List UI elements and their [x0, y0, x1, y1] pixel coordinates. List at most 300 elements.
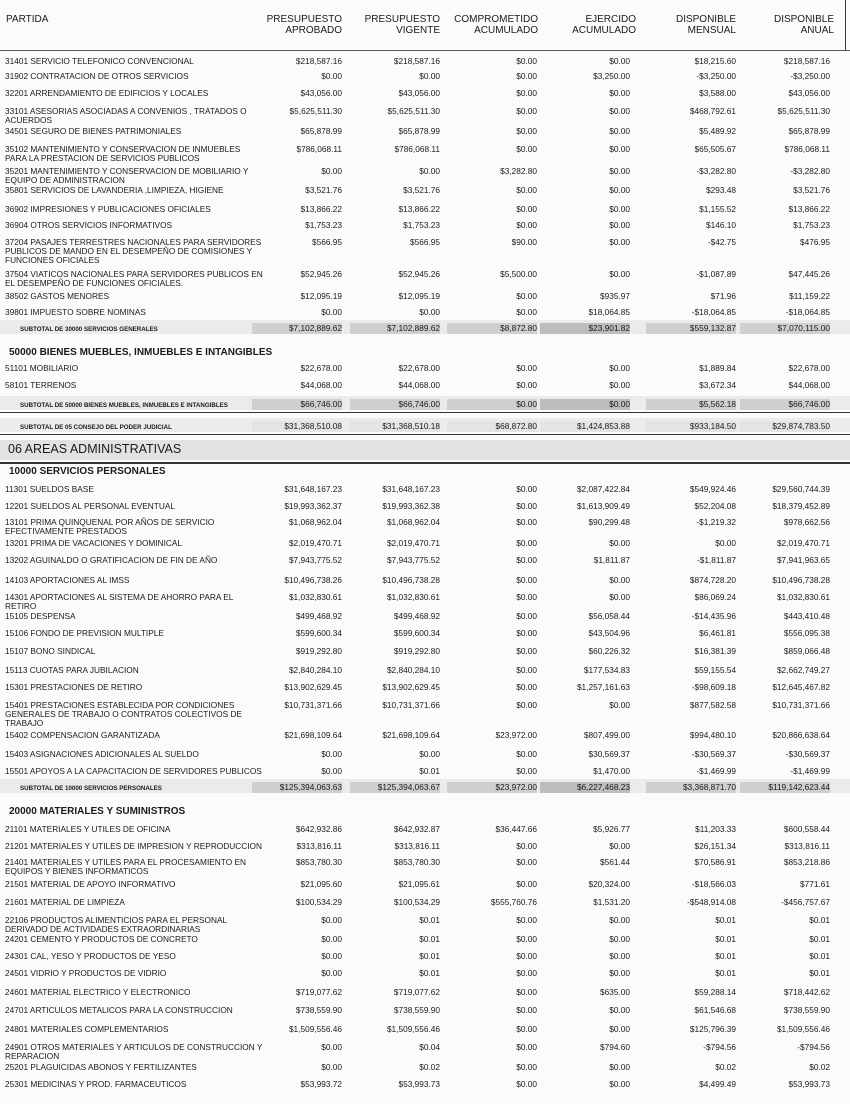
presupuesto-vigente-cell: $100,534.29 — [393, 897, 440, 907]
comprometido-acumulado-cell: $0.00 — [516, 665, 537, 675]
ejercido-acumulado-cell: $0.00 — [609, 166, 630, 176]
partida-label: 15403 ASIGNACIONES ADICIONALES AL SUELDO — [5, 749, 199, 759]
ejercido-acumulado-cell: $0.00 — [609, 1005, 630, 1015]
presupuesto-aprobado-cell: $3,521.76 — [305, 185, 342, 195]
presupuesto-vigente-cell: $2,019,470.71 — [386, 538, 440, 548]
comprometido-acumulado-cell: $0.00 — [516, 879, 537, 889]
header-ejercido-acumulado: EJERCIDO ACUMULADO — [572, 14, 636, 36]
disponible-mensual-cell: $0.01 — [715, 951, 736, 961]
area-separator — [0, 462, 850, 464]
disponible-mensual-cell: $65,505.67 — [694, 144, 736, 154]
comprometido-acumulado-cell: $0.00 — [516, 220, 537, 230]
partida-label: 37504 VIATICOS NACIONALES PARA SERVIDORES PUBLICOS EN EL DESEMPEÑO DE FUNCIONES OFICIALES. — [5, 269, 263, 288]
presupuesto-aprobado-cell: $1,509,556.46 — [288, 1024, 342, 1034]
disponible-mensual-cell: $61,546.68 — [694, 1005, 736, 1015]
disponible-mensual-cell: $59,155.54 — [694, 665, 736, 675]
disponible-mensual-cell: $1,155.52 — [699, 204, 736, 214]
comprometido-acumulado-cell: $0.00 — [516, 700, 537, 710]
comprometido-acumulado-cell: $0.00 — [516, 749, 537, 759]
presupuesto-aprobado-cell: $642,932.86 — [295, 824, 342, 834]
disponible-mensual-cell: $994,480.10 — [689, 730, 736, 740]
disponible-mensual-cell: $468,792.61 — [689, 106, 736, 116]
disponible-anual-cell: $7,941,963.65 — [776, 555, 830, 565]
presupuesto-vigente-cell: $0.01 — [419, 915, 440, 925]
ejercido-acumulado-cell: $0.00 — [609, 575, 630, 585]
presupuesto-vigente-cell: $65,878.99 — [398, 126, 440, 136]
presupuesto-vigente-cell: $786,068.11 — [394, 144, 440, 154]
presupuesto-vigente-cell: $313,816.11 — [394, 841, 440, 851]
presupuesto-aprobado-cell: $12,095.19 — [300, 291, 342, 301]
section-separator — [0, 434, 850, 435]
section-heading: 50000 BIENES MUEBLES, INMUEBLES E INTANGIBLES — [9, 347, 273, 358]
comprometido-acumulado-cell: $3,282.80 — [500, 166, 537, 176]
disponible-anual-cell: $18,379,452.89 — [772, 501, 830, 511]
disponible-anual-cell: $853,218.86 — [783, 857, 830, 867]
comprometido-acumulado-cell: $68,872.80 — [447, 421, 537, 432]
comprometido-acumulado-cell: $0.00 — [516, 517, 537, 527]
comprometido-acumulado-cell: $0.00 — [516, 628, 537, 638]
partida-label: 24901 OTROS MATERIALES Y ARTICULOS DE CONSTRUCCION Y REPARACION — [5, 1042, 263, 1061]
comprometido-acumulado-cell: $0.00 — [516, 934, 537, 944]
disponible-mensual-cell: $18,215.60 — [694, 56, 736, 66]
ejercido-acumulado-cell: $5,926.77 — [593, 824, 630, 834]
presupuesto-aprobado-cell: $0.00 — [321, 71, 342, 81]
comprometido-acumulado-cell: $0.00 — [516, 484, 537, 494]
comprometido-acumulado-cell: $8,872.80 — [447, 323, 537, 334]
ejercido-acumulado-cell: $60,226.32 — [588, 646, 630, 656]
header-disponible-anual: DISPONIBLE ANUAL — [773, 14, 834, 36]
ejercido-acumulado-cell: $18,064.85 — [588, 307, 630, 317]
presupuesto-aprobado-cell: $5,625,511.30 — [289, 106, 342, 116]
presupuesto-vigente-cell: $599,600.34 — [393, 628, 440, 638]
disponible-mensual-cell: $0.02 — [715, 1062, 736, 1072]
disponible-mensual-cell: $549,924.46 — [689, 484, 736, 494]
disponible-mensual-cell: -$30,569.37 — [691, 749, 736, 759]
disponible-anual-cell: -$30,569.37 — [785, 749, 830, 759]
comprometido-acumulado-cell: $0.00 — [447, 399, 537, 410]
presupuesto-vigente-cell: $0.00 — [419, 71, 440, 81]
presupuesto-vigente-cell: $10,496,738.28 — [382, 575, 440, 585]
partida-label: 15301 PRESTACIONES DE RETIRO — [5, 682, 143, 692]
disponible-mensual-cell: $26,151.34 — [694, 841, 736, 851]
disponible-anual-cell: $22,678.00 — [788, 363, 830, 373]
disponible-anual-cell: $600,558.44 — [783, 824, 830, 834]
disponible-mensual-cell: $86,069.24 — [694, 592, 736, 602]
comprometido-acumulado-cell: $0.00 — [516, 88, 537, 98]
disponible-anual-cell: -$794.56 — [797, 1042, 830, 1052]
partida-label: 24301 CAL, YESO Y PRODUCTOS DE YESO — [5, 951, 176, 961]
presupuesto-aprobado-cell: $1,753.23 — [305, 220, 342, 230]
disponible-mensual-cell: -$3,282.80 — [696, 166, 736, 176]
disponible-mensual-cell: $559,132.87 — [646, 323, 736, 334]
presupuesto-vigente-cell: $1,032,830.61 — [386, 592, 440, 602]
partida-label: 31902 CONTRATACION DE OTROS SERVICIOS — [5, 71, 189, 81]
disponible-mensual-cell: $874,728.20 — [689, 575, 736, 585]
partida-label: 39801 IMPUESTO SOBRE NOMINAS — [5, 307, 146, 317]
disponible-mensual-cell: -$1,087.89 — [696, 269, 736, 279]
partida-label: SUBTOTAL DE 30000 SERVICIOS GENERALES — [20, 326, 158, 333]
partida-label: 24201 CEMENTO Y PRODUCTOS DE CONCRETO — [5, 934, 198, 944]
disponible-anual-cell: -$3,282.80 — [790, 166, 830, 176]
presupuesto-aprobado-cell: $218,587.16 — [295, 56, 342, 66]
presupuesto-vigente-cell: $44,068.00 — [398, 380, 440, 390]
disponible-anual-cell: $0.02 — [809, 1062, 830, 1072]
header-presupuesto-aprobado: PRESUPUESTO APROBADO — [266, 14, 342, 36]
presupuesto-aprobado-cell: $566.95 — [312, 237, 342, 247]
presupuesto-aprobado-cell: $44,068.00 — [300, 380, 342, 390]
disponible-mensual-cell: -$794.56 — [703, 1042, 736, 1052]
disponible-mensual-cell: $877,582.58 — [689, 700, 736, 710]
disponible-mensual-cell: -$548,914.08 — [687, 897, 736, 907]
presupuesto-aprobado-cell: $0.00 — [321, 1062, 342, 1072]
presupuesto-aprobado-cell: $919,292.80 — [295, 646, 342, 656]
presupuesto-vigente-cell: $1,509,556.46 — [386, 1024, 440, 1034]
ejercido-acumulado-cell: $2,087,422.84 — [576, 484, 630, 494]
comprometido-acumulado-cell: $0.00 — [516, 380, 537, 390]
presupuesto-aprobado-cell: $21,095.60 — [300, 879, 342, 889]
comprometido-acumulado-cell: $23,972.00 — [495, 730, 537, 740]
presupuesto-aprobado-cell: $10,731,371.66 — [284, 700, 342, 710]
presupuesto-vigente-cell: $43,056.00 — [398, 88, 440, 98]
ejercido-acumulado-cell: $90,299.48 — [588, 517, 630, 527]
comprometido-acumulado-cell: $36,447.66 — [495, 824, 537, 834]
disponible-anual-cell: $10,496,738.28 — [772, 575, 830, 585]
presupuesto-vigente-cell: $53,993.73 — [398, 1079, 440, 1089]
presupuesto-aprobado-cell: $22,678.00 — [300, 363, 342, 373]
partida-label: 51101 MOBILIARIO — [5, 363, 79, 373]
section-heading: 20000 MATERIALES Y SUMINISTROS — [9, 806, 186, 817]
presupuesto-vigente-cell: $31,648,167.23 — [382, 484, 440, 494]
comprometido-acumulado-cell: $0.00 — [516, 555, 537, 565]
ejercido-acumulado-cell: $1,470.00 — [593, 766, 630, 776]
disponible-mensual-cell: -$18,566.03 — [691, 879, 736, 889]
presupuesto-vigente-cell: $19,993,362.38 — [382, 501, 440, 511]
comprometido-acumulado-cell: $0.00 — [516, 1024, 537, 1034]
partida-label: 21101 MATERIALES Y UTILES DE OFICINA — [5, 824, 171, 834]
partida-label: 15113 CUOTAS PARA JUBILACION — [5, 665, 139, 675]
comprometido-acumulado-cell: $0.00 — [516, 144, 537, 154]
area-heading: 06 AREAS ADMINISTRATIVAS — [8, 442, 182, 456]
presupuesto-aprobado-cell: $7,943,775.52 — [288, 555, 342, 565]
partida-label: 15107 BONO SINDICAL — [5, 646, 96, 656]
comprometido-acumulado-cell: $0.00 — [516, 841, 537, 851]
partida-label: 13202 AGUINALDO O GRATIFICACION DE FIN DE AÑO — [5, 555, 218, 565]
presupuesto-vigente-cell: $0.01 — [419, 934, 440, 944]
presupuesto-vigente-cell: $0.00 — [419, 307, 440, 317]
presupuesto-aprobado-cell: $100,534.29 — [295, 897, 342, 907]
presupuesto-vigente-cell: $66,746.00 — [350, 399, 440, 410]
disponible-mensual-cell: -$3,250.00 — [696, 71, 736, 81]
presupuesto-aprobado-cell: $0.00 — [321, 749, 342, 759]
comprometido-acumulado-cell: $0.00 — [516, 538, 537, 548]
disponible-anual-cell: $20,866,638.64 — [772, 730, 830, 740]
partida-label: 38502 GASTOS MENORES — [5, 291, 110, 301]
partida-label: SUBTOTAL DE 05 CONSEJO DEL PODER JUDICIAL — [20, 424, 172, 431]
disponible-anual-cell: $11,159.22 — [789, 291, 830, 301]
presupuesto-aprobado-cell: $66,746.00 — [252, 399, 342, 410]
presupuesto-aprobado-cell: $13,902,629.45 — [284, 682, 342, 692]
comprometido-acumulado-cell: $0.00 — [516, 204, 537, 214]
presupuesto-aprobado-cell: $10,496,738.26 — [284, 575, 342, 585]
disponible-anual-cell: $1,509,556.46 — [776, 1024, 830, 1034]
presupuesto-aprobado-cell: $853,780.30 — [295, 857, 342, 867]
presupuesto-vigente-cell: $12,095.19 — [398, 291, 440, 301]
comprometido-acumulado-cell: $23,972.00 — [447, 782, 537, 793]
disponible-anual-cell: $859,066.48 — [783, 646, 830, 656]
disponible-anual-cell: $53,993.73 — [788, 1079, 830, 1089]
disponible-anual-cell: $29,560,744.39 — [772, 484, 830, 494]
disponible-anual-cell: -$1,469.99 — [790, 766, 830, 776]
presupuesto-vigente-cell: $0.01 — [419, 766, 440, 776]
comprometido-acumulado-cell: $0.00 — [516, 987, 537, 997]
presupuesto-aprobado-cell: $2,840,284.10 — [288, 665, 342, 675]
disponible-anual-cell: $218,587.16 — [783, 56, 830, 66]
ejercido-acumulado-cell: $0.00 — [609, 106, 630, 116]
ejercido-acumulado-cell: $0.00 — [609, 841, 630, 851]
comprometido-acumulado-cell: $0.00 — [516, 1079, 537, 1089]
partida-label: SUBTOTAL DE 10000 SERVICIOS PERSONALES — [20, 785, 162, 792]
presupuesto-aprobado-cell: $7,102,889.62 — [252, 323, 342, 334]
ejercido-acumulado-cell: $20,324.00 — [588, 879, 630, 889]
ejercido-acumulado-cell: $0.00 — [609, 951, 630, 961]
disponible-mensual-cell: $6,461.81 — [699, 628, 736, 638]
presupuesto-vigente-cell: $10,731,371.66 — [382, 700, 440, 710]
presupuesto-aprobado-cell: $53,993.72 — [300, 1079, 342, 1089]
ejercido-acumulado-cell: $0.00 — [609, 363, 630, 373]
presupuesto-vigente-cell: $642,932.87 — [393, 824, 440, 834]
partida-label: 36902 IMPRESIONES Y PUBLICACIONES OFICIALES — [5, 204, 211, 214]
disponible-mensual-cell: $5,489.92 — [699, 126, 736, 136]
comprometido-acumulado-cell: $0.00 — [516, 857, 537, 867]
presupuesto-aprobado-cell: $499,468.92 — [295, 611, 342, 621]
ejercido-acumulado-cell: $56,058.44 — [588, 611, 630, 621]
partida-label: 58101 TERRENOS — [5, 380, 77, 390]
header-presupuesto-vigente: PRESUPUESTO VIGENTE — [364, 14, 440, 36]
header-right-border — [845, 0, 846, 50]
partida-label: 24701 ARTICULOS METALICOS PARA LA CONSTRUCCION — [5, 1005, 233, 1015]
ejercido-acumulado-cell: $0.00 — [609, 56, 630, 66]
presupuesto-vigente-cell: $499,468.92 — [393, 611, 440, 621]
comprometido-acumulado-cell: $0.00 — [516, 291, 537, 301]
partida-label: 24601 MATERIAL ELECTRICO Y ELECTRONICO — [5, 987, 191, 997]
disponible-mensual-cell: $0.01 — [715, 968, 736, 978]
partida-label: SUBTOTAL DE 50000 BIENES MUEBLES, INMUEBLES E INTANGIBLES — [20, 402, 228, 409]
partida-label: 15402 COMPENSACION GARANTIZADA — [5, 730, 160, 740]
presupuesto-vigente-cell: $21,095.61 — [398, 879, 440, 889]
disponible-anual-cell: $2,019,470.71 — [776, 538, 830, 548]
presupuesto-vigente-cell: $218,587.16 — [393, 56, 440, 66]
ejercido-acumulado-cell: $1,531.20 — [593, 897, 630, 907]
disponible-anual-cell: $65,878.99 — [788, 126, 830, 136]
disponible-mensual-cell: $293.48 — [706, 185, 736, 195]
comprometido-acumulado-cell: $0.00 — [516, 951, 537, 961]
disponible-anual-cell: $12,645,467.82 — [772, 682, 830, 692]
presupuesto-aprobado-cell: $738,559.90 — [295, 1005, 342, 1015]
comprometido-acumulado-cell: $0.00 — [516, 307, 537, 317]
comprometido-acumulado-cell: $0.00 — [516, 1042, 537, 1052]
disponible-anual-cell: $43,056.00 — [788, 88, 830, 98]
comprometido-acumulado-cell: $0.00 — [516, 363, 537, 373]
comprometido-acumulado-cell: $0.00 — [516, 501, 537, 511]
presupuesto-vigente-cell: $853,780.30 — [393, 857, 440, 867]
presupuesto-aprobado-cell: $0.00 — [321, 968, 342, 978]
ejercido-acumulado-cell: $177,534.83 — [583, 665, 630, 675]
disponible-mensual-cell: $933,184.50 — [646, 421, 736, 432]
presupuesto-vigente-cell: $0.04 — [419, 1042, 440, 1052]
partida-label: 21201 MATERIALES Y UTILES DE IMPRESION Y REPRODUCCION — [5, 841, 262, 851]
comprometido-acumulado-cell: $0.00 — [516, 968, 537, 978]
comprometido-acumulado-cell: $5,500.00 — [500, 269, 537, 279]
comprometido-acumulado-cell: $0.00 — [516, 71, 537, 81]
comprometido-acumulado-cell: $0.00 — [516, 592, 537, 602]
disponible-anual-cell: -$18,064.85 — [785, 307, 830, 317]
header-partida: PARTIDA — [6, 14, 49, 25]
comprometido-acumulado-cell: $0.00 — [516, 611, 537, 621]
presupuesto-aprobado-cell: $52,945.26 — [300, 269, 342, 279]
partida-label: 31401 SERVICIO TELEFONICO CONVENCIONAL — [5, 56, 194, 66]
presupuesto-aprobado-cell: $0.00 — [321, 951, 342, 961]
section-separator — [0, 412, 850, 413]
presupuesto-vigente-cell: $7,102,889.62 — [350, 323, 440, 334]
presupuesto-vigente-cell: $0.00 — [419, 749, 440, 759]
ejercido-acumulado-cell: $635.00 — [600, 987, 630, 997]
disponible-anual-cell: $0.01 — [809, 951, 830, 961]
disponible-anual-cell: $476.95 — [800, 237, 830, 247]
presupuesto-vigente-cell: $125,394,063.67 — [350, 782, 440, 793]
presupuesto-aprobado-cell: $0.00 — [321, 1042, 342, 1052]
table-header — [0, 0, 850, 51]
ejercido-acumulado-cell: $0.00 — [609, 700, 630, 710]
presupuesto-vigente-cell: $13,866.22 — [398, 204, 440, 214]
presupuesto-aprobado-cell: $13,866.22 — [300, 204, 342, 214]
partida-label: 14301 APORTACIONES AL SISTEMA DE AHORRO PARA EL RETIRO — [5, 592, 234, 611]
ejercido-acumulado-cell: $0.00 — [609, 592, 630, 602]
presupuesto-aprobado-cell: $1,068,962.04 — [288, 517, 342, 527]
disponible-anual-cell: $66,746.00 — [740, 399, 830, 410]
partida-label: 15106 FONDO DE PREVISION MULTIPLE — [5, 628, 164, 638]
presupuesto-aprobado-cell: $1,032,830.61 — [288, 592, 342, 602]
comprometido-acumulado-cell: $0.00 — [516, 126, 537, 136]
disponible-mensual-cell: -$42.75 — [707, 237, 736, 247]
disponible-anual-cell: $1,032,830.61 — [776, 592, 830, 602]
presupuesto-aprobado-cell: $31,368,510.08 — [252, 421, 342, 432]
presupuesto-aprobado-cell: $0.00 — [321, 934, 342, 944]
disponible-mensual-cell: -$1,219.32 — [696, 517, 736, 527]
comprometido-acumulado-cell: $0.00 — [516, 56, 537, 66]
presupuesto-aprobado-cell: $0.00 — [321, 766, 342, 776]
presupuesto-aprobado-cell: $786,068.11 — [296, 144, 342, 154]
presupuesto-aprobado-cell: $65,878.99 — [300, 126, 342, 136]
disponible-anual-cell: $313,816.11 — [784, 841, 830, 851]
disponible-anual-cell: $5,625,511.30 — [777, 106, 830, 116]
disponible-anual-cell: $0.01 — [809, 968, 830, 978]
ejercido-acumulado-cell: $0.00 — [609, 538, 630, 548]
disponible-mensual-cell: -$18,064.85 — [691, 307, 736, 317]
partida-label: 14103 APORTACIONES AL IMSS — [5, 575, 130, 585]
disponible-anual-cell: $786,068.11 — [784, 144, 830, 154]
partida-label: 25201 PLAGUICIDAS ABONOS Y FERTILIZANTES — [5, 1062, 197, 1072]
ejercido-acumulado-cell: $794.60 — [600, 1042, 630, 1052]
disponible-anual-cell: $443,410.48 — [783, 611, 830, 621]
presupuesto-vigente-cell: $919,292.80 — [393, 646, 440, 656]
partida-label: 12201 SUELDOS AL PERSONAL EVENTUAL — [5, 501, 176, 511]
partida-label: 35102 MANTENIMIENTO Y CONSERVACION DE INMUEBLES PARA LA PRESTACION DE SERVICIOS PUBLICOS — [5, 144, 241, 163]
disponible-mensual-cell: $59,288.14 — [694, 987, 736, 997]
ejercido-acumulado-cell: $1,811.87 — [593, 555, 630, 565]
comprometido-acumulado-cell: $0.00 — [516, 185, 537, 195]
presupuesto-aprobado-cell: $21,698,109.64 — [284, 730, 342, 740]
ejercido-acumulado-cell: $0.00 — [609, 915, 630, 925]
ejercido-acumulado-cell: $3,250.00 — [593, 71, 630, 81]
presupuesto-aprobado-cell: $313,816.11 — [296, 841, 342, 851]
presupuesto-vigente-cell: $13,902,629.45 — [382, 682, 440, 692]
ejercido-acumulado-cell: $6,227,468.23 — [540, 782, 630, 793]
presupuesto-vigente-cell: $5,625,511.30 — [387, 106, 440, 116]
ejercido-acumulado-cell: $30,569.37 — [588, 749, 630, 759]
presupuesto-vigente-cell: $738,559.90 — [393, 1005, 440, 1015]
partida-label: 33101 ASESORIAS ASOCIADAS A CONVENIOS , TRATADOS O ACUERDOS — [5, 106, 247, 125]
partida-label: 32201 ARRENDAMIENTO DE EDIFICIOS Y LOCALES — [5, 88, 209, 98]
disponible-mensual-cell: $4,499.49 — [699, 1079, 736, 1089]
partida-label: 15501 APOYOS A LA CAPACITACION DE SERVIDORES PUBLICOS — [5, 766, 262, 776]
disponible-mensual-cell: $3,368,871.70 — [646, 782, 736, 793]
presupuesto-vigente-cell: $2,840,284.10 — [386, 665, 440, 675]
partida-label: 21601 MATERIAL DE LIMPIEZA — [5, 897, 125, 907]
disponible-mensual-cell: $0.01 — [715, 915, 736, 925]
ejercido-acumulado-cell: $0.00 — [609, 380, 630, 390]
presupuesto-aprobado-cell: $125,394,063.63 — [252, 782, 342, 793]
comprometido-acumulado-cell: $0.00 — [516, 106, 537, 116]
presupuesto-aprobado-cell: $599,600.34 — [295, 628, 342, 638]
disponible-mensual-cell: $3,672.34 — [699, 380, 736, 390]
presupuesto-aprobado-cell: $0.00 — [321, 307, 342, 317]
presupuesto-aprobado-cell: $2,019,470.71 — [288, 538, 342, 548]
disponible-anual-cell: -$456,757.67 — [781, 897, 830, 907]
comprometido-acumulado-cell: $555,760.76 — [490, 897, 537, 907]
comprometido-acumulado-cell: $0.00 — [516, 1062, 537, 1072]
disponible-mensual-cell: $1,889.84 — [699, 363, 736, 373]
presupuesto-vigente-cell: $719,077.62 — [393, 987, 440, 997]
disponible-mensual-cell: $125,796.39 — [689, 1024, 736, 1034]
disponible-mensual-cell: $16,381.39 — [694, 646, 736, 656]
presupuesto-vigente-cell: $0.00 — [419, 166, 440, 176]
presupuesto-aprobado-cell: $0.00 — [321, 166, 342, 176]
ejercido-acumulado-cell: $0.00 — [609, 144, 630, 154]
presupuesto-vigente-cell: $0.01 — [419, 968, 440, 978]
ejercido-acumulado-cell: $23,901.82 — [540, 323, 630, 334]
presupuesto-aprobado-cell: $719,077.62 — [295, 987, 342, 997]
partida-label: 13101 PRIMA QUINQUENAL POR AÑOS DE SERVICIO EFECTIVAMENTE PRESTADOS — [5, 517, 215, 536]
ejercido-acumulado-cell: $0.00 — [540, 399, 630, 410]
disponible-anual-cell: $10,731,371.66 — [772, 700, 830, 710]
ejercido-acumulado-cell: $0.00 — [609, 204, 630, 214]
presupuesto-aprobado-cell: $43,056.00 — [300, 88, 342, 98]
disponible-mensual-cell: -$14,435.96 — [691, 611, 736, 621]
disponible-mensual-cell: $146.10 — [706, 220, 736, 230]
partida-label: 11301 SUELDOS BASE — [5, 484, 94, 494]
partida-label: 24501 VIDRIO Y PRODUCTOS DE VIDRIO — [5, 968, 167, 978]
disponible-anual-cell: $1,753.23 — [793, 220, 830, 230]
disponible-mensual-cell: -$1,469.99 — [696, 766, 736, 776]
partida-label: 35201 MANTENIMIENTO Y CONSERVACION DE MOBILIARIO Y EQUIPO DE ADMINISTRACION — [5, 166, 249, 185]
presupuesto-aprobado-cell: $31,648,167.23 — [284, 484, 342, 494]
presupuesto-vigente-cell: $1,753.23 — [403, 220, 440, 230]
presupuesto-aprobado-cell: $19,993,362.37 — [284, 501, 342, 511]
comprometido-acumulado-cell: $90.00 — [511, 237, 537, 247]
comprometido-acumulado-cell: $0.00 — [516, 915, 537, 925]
partida-label: 15401 PRESTACIONES ESTABLECIDA POR CONDICIONES GENERALES DE TRABAJO O CONTRATOS COLECTIVOS DE TRABAJO — [5, 700, 242, 728]
comprometido-acumulado-cell: $0.00 — [516, 682, 537, 692]
